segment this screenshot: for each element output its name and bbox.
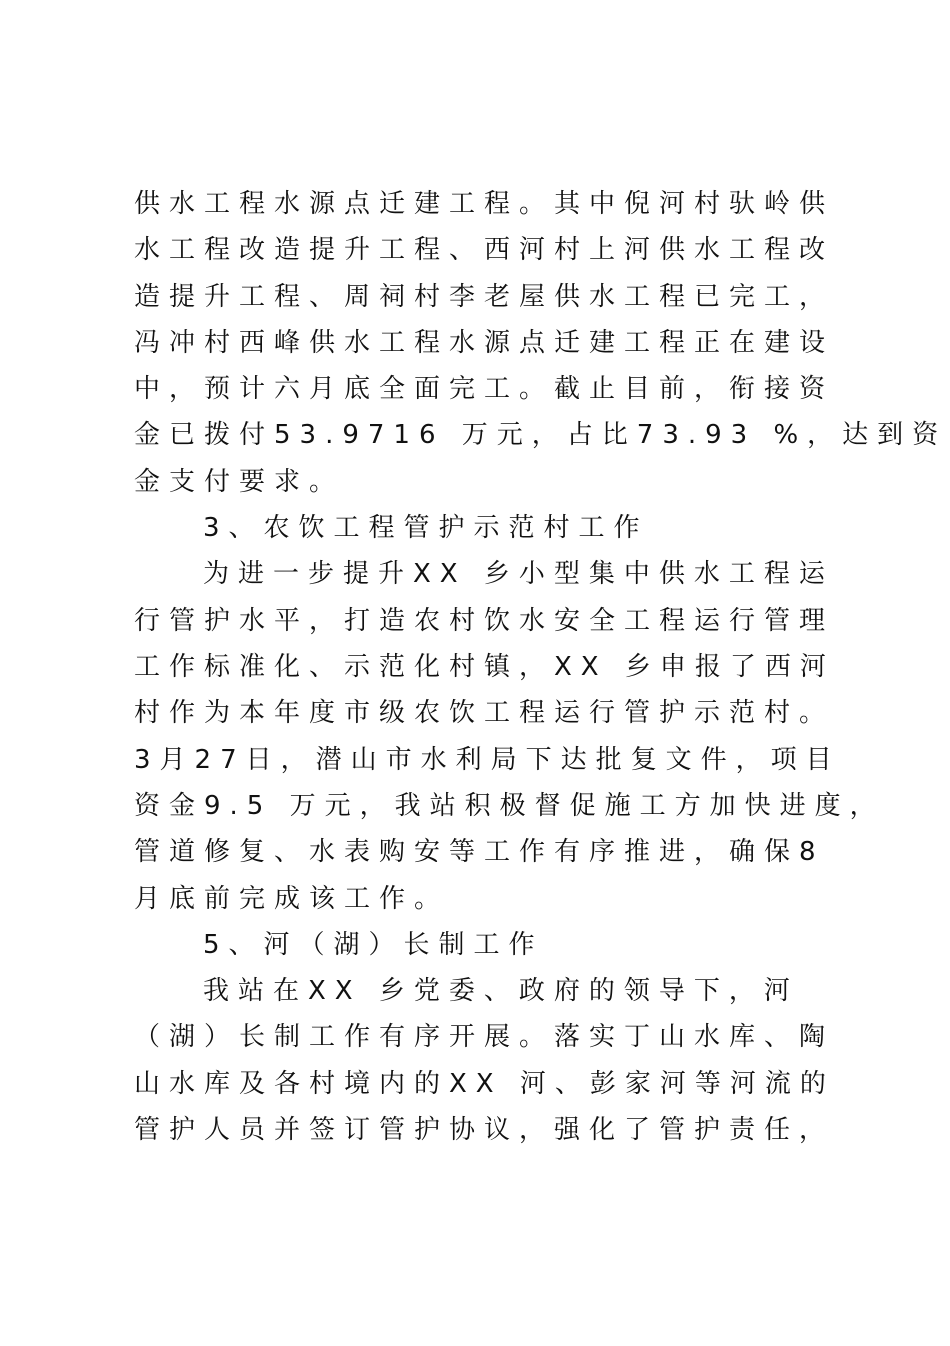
text-line: （湖）长制工作有序开展。落实丁山水库、陶 bbox=[134, 1022, 835, 1052]
paragraph-first-line: 我站在XX 乡党委、政府的领导下，河 bbox=[203, 976, 799, 1006]
text-line: 资金9.5 万元，我站积极督促施工方加快进度， bbox=[134, 791, 885, 821]
text-line: 金已拨付53.9716 万元，占比73.93 %，达到资 bbox=[134, 420, 948, 450]
text-line: 3月27日，潜山市水利局下达批复文件，项目 bbox=[134, 745, 841, 775]
text-line: 造提升工程、周祠村李老屋供水工程已完工， bbox=[134, 282, 835, 312]
text-line: 冯冲村西峰供水工程水源点迁建工程正在建设 bbox=[134, 328, 835, 358]
text-line: 行管护水平，打造农村饮水安全工程运行管理 bbox=[134, 606, 835, 636]
text-line: 管护人员并签订管护协议，强化了管护责任， bbox=[134, 1115, 835, 1145]
text-line: 金支付要求。 bbox=[134, 467, 345, 497]
text-line: 管道修复、水表购安等工作有序推进，确保8 bbox=[134, 837, 825, 867]
paragraph-first-line: 为进一步提升XX 乡小型集中供水工程运 bbox=[203, 559, 834, 589]
text-line: 中，预计六月底全面完工。截止目前，衔接资 bbox=[134, 374, 835, 404]
text-line: 供水工程水源点迁建工程。其中倪河村驮岭供 bbox=[134, 189, 835, 219]
text-line: 月底前完成该工作。 bbox=[134, 884, 450, 914]
section-heading: 5、河（湖）长制工作 bbox=[203, 930, 544, 960]
text-line: 水工程改造提升工程、西河村上河供水工程改 bbox=[134, 235, 835, 265]
section-heading: 3、农饮工程管护示范村工作 bbox=[203, 513, 649, 543]
text-line: 工作标准化、示范化村镇，XX 乡申报了西河 bbox=[134, 652, 835, 682]
text-line: 村作为本年度市级农饮工程运行管护示范村。 bbox=[134, 698, 835, 728]
text-line: 山水库及各村境内的XX 河、彭家河等河流的 bbox=[134, 1069, 835, 1099]
